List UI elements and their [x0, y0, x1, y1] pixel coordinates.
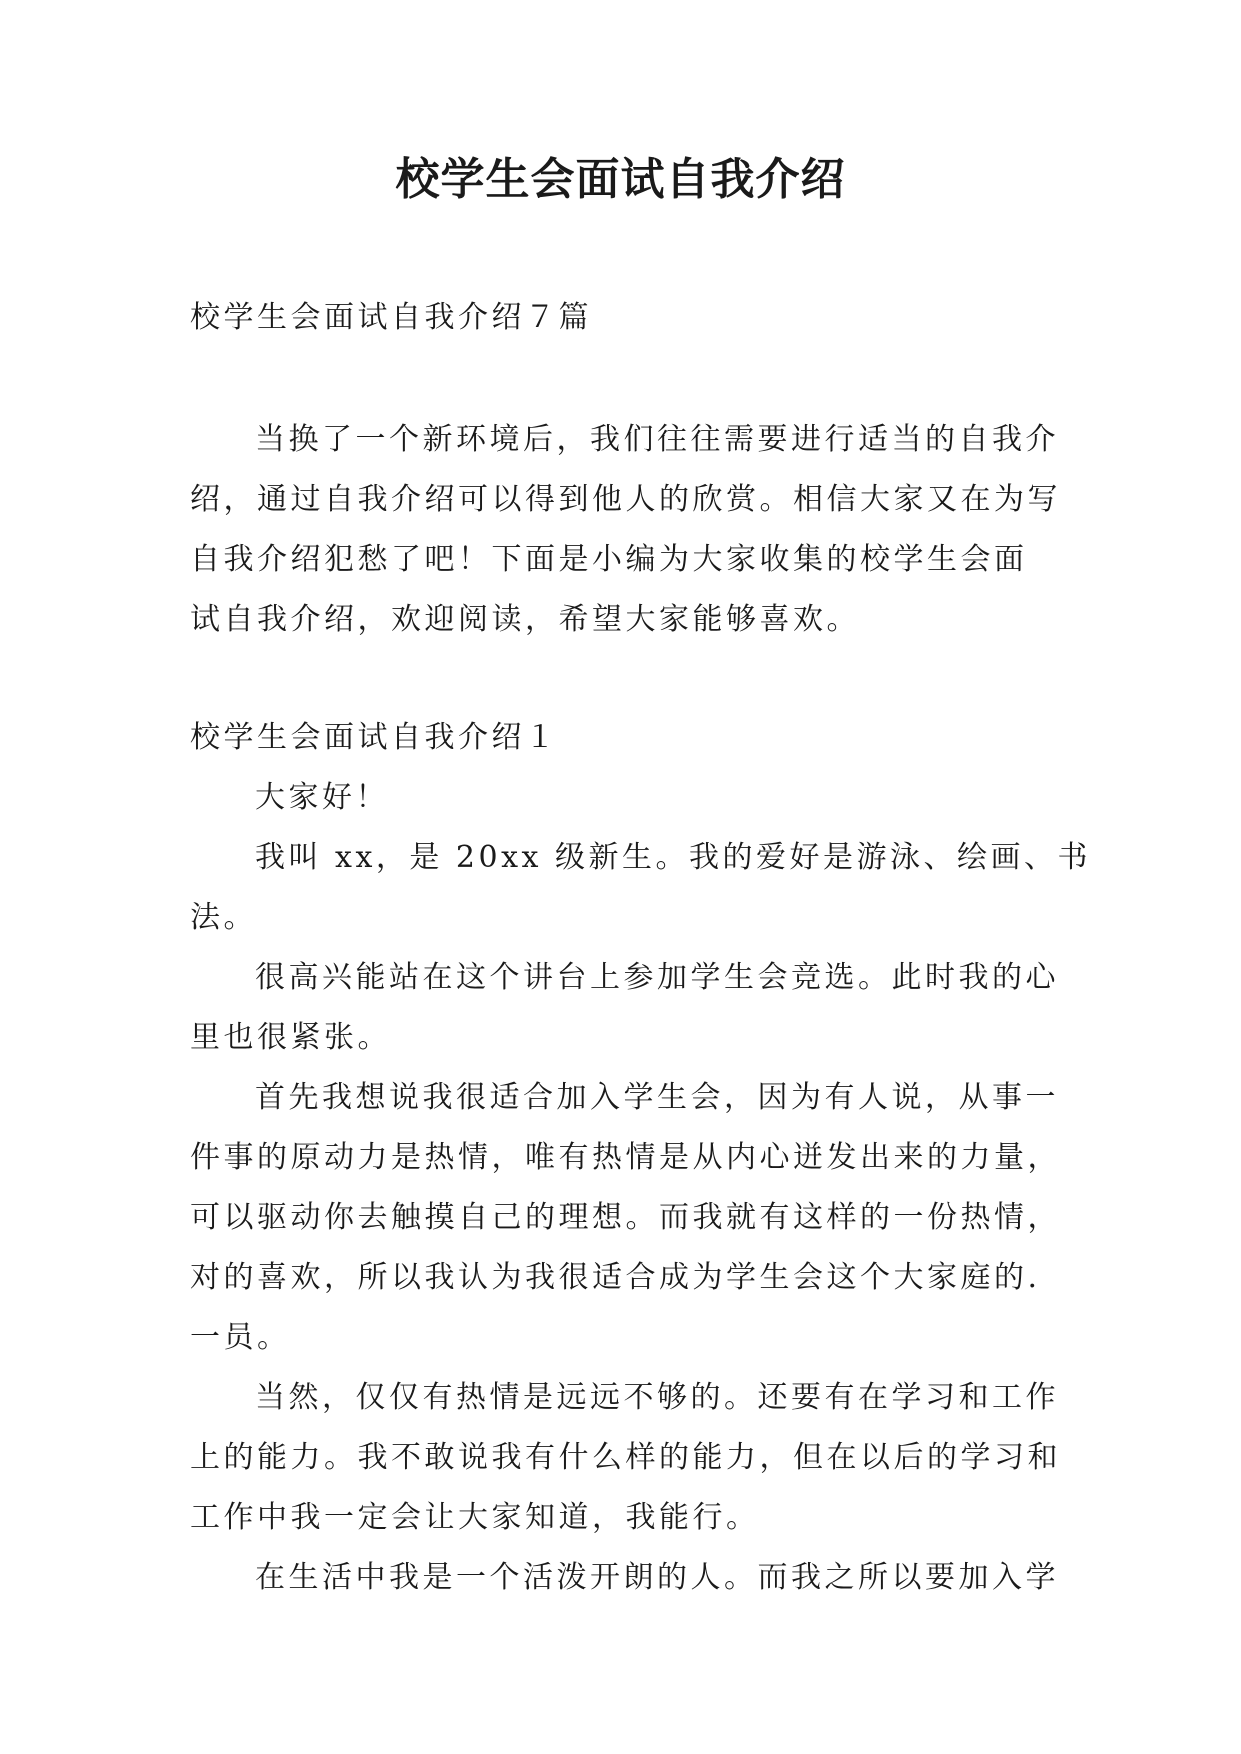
- body-line: 大家好！: [255, 780, 389, 815]
- body-line: 工作中我一定会让大家知道，我能行。: [190, 1500, 760, 1535]
- body-line: 当然，仅仅有热情是远远不够的。还要有在学习和工作: [255, 1380, 1059, 1415]
- body-line: 可以驱动你去触摸自己的理想。而我就有这样的一份热情，: [190, 1200, 1061, 1235]
- body-line: 里也很紧张。: [190, 1020, 391, 1055]
- intro-line: 绍，通过自我介绍可以得到他人的欣赏。相信大家又在为写: [190, 482, 1061, 517]
- body-line: 一员。: [190, 1320, 291, 1355]
- body-line: 件事的原动力是热情，唯有热情是从内心迸发出来的力量，: [190, 1140, 1061, 1175]
- document-subtitle: 校学生会面试自我介绍７篇: [190, 300, 592, 335]
- intro-line: 当换了一个新环境后，我们往往需要进行适当的自我介: [255, 422, 1059, 457]
- section-heading: 校学生会面试自我介绍１: [190, 720, 559, 755]
- document-title: 校学生会面试自我介绍: [395, 154, 846, 205]
- body-line: 对的喜欢，所以我认为我很适合成为学生会这个大家庭的.: [190, 1260, 1041, 1295]
- body-line: 在生活中我是一个活泼开朗的人。而我之所以要加入学: [255, 1560, 1059, 1595]
- intro-line: 试自我介绍，欢迎阅读，希望大家能够喜欢。: [190, 602, 860, 637]
- body-line: 很高兴能站在这个讲台上参加学生会竞选。此时我的心: [255, 960, 1059, 995]
- body-line: 法。: [190, 900, 257, 935]
- body-line: 上的能力。我不敢说我有什么样的能力，但在以后的学习和: [190, 1440, 1061, 1475]
- body-line: 我叫 xx，是 20xx 级新生。我的爱好是游泳、绘画、书: [255, 840, 1091, 875]
- intro-line: 自我介绍犯愁了吧！下面是小编为大家收集的校学生会面: [190, 542, 1028, 577]
- body-line: 首先我想说我很适合加入学生会，因为有人说，从事一: [255, 1080, 1059, 1115]
